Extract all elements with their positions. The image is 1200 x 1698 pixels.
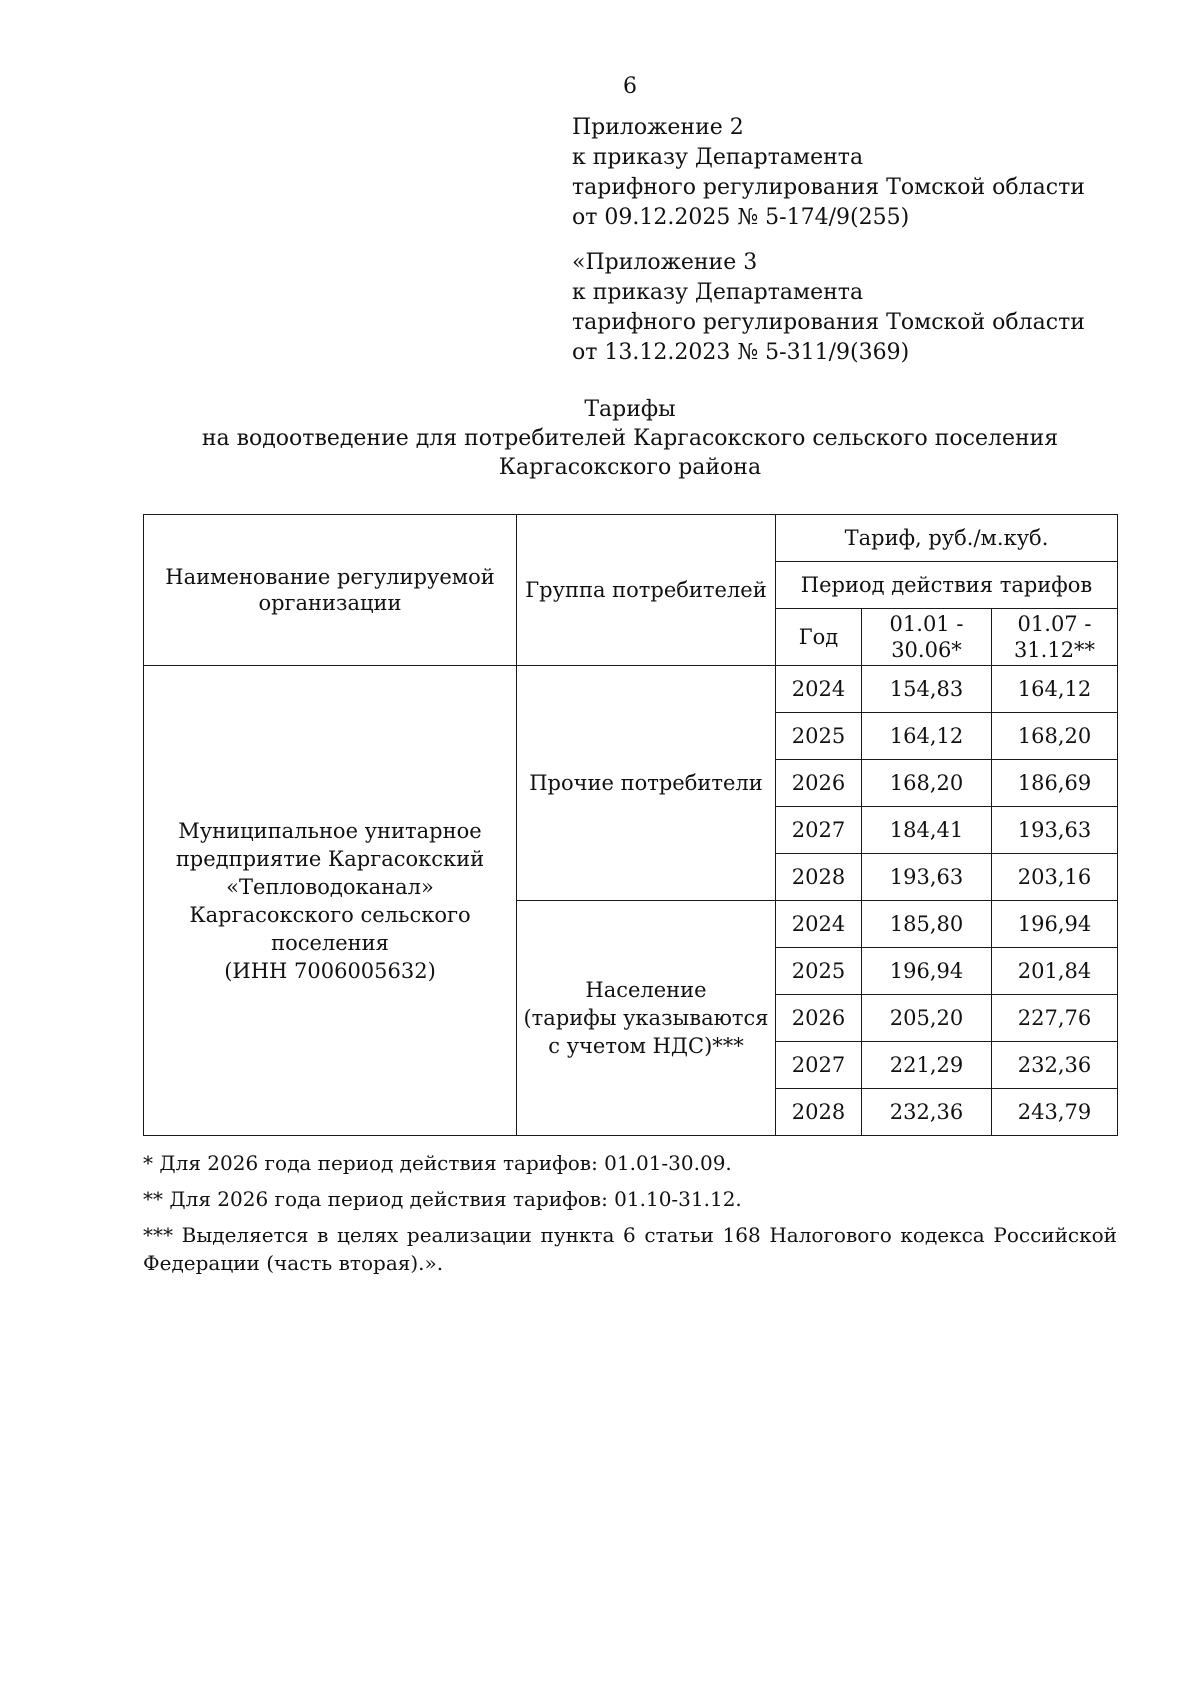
organization-name-cell [144, 666, 517, 1136]
header-first-half: 01.01 - 30.06* [862, 609, 992, 666]
group-line: Население [585, 978, 707, 1002]
tariff-cell: 193,63 [992, 807, 1118, 854]
appendix-line: Приложение 2 [572, 115, 744, 140]
title-line: Каргасокского района [498, 455, 762, 480]
year-cell: 2024 [776, 901, 862, 948]
header-year: Год [776, 609, 862, 666]
appendix-line: тарифного регулирования Томской области [572, 175, 1085, 200]
organization-line: (ИНН 7006005632) [224, 958, 436, 983]
tariff-cell: 196,94 [992, 901, 1118, 948]
tariff-cell: 193,63 [862, 854, 992, 901]
organization-line: Каргасокского сельского [189, 902, 471, 927]
footnote-1: * Для 2026 года период действия тарифов: 01.01-30.09. [143, 1151, 732, 1175]
appendix-line: тарифного регулирования Томской области [572, 310, 1085, 335]
appendix-line: от 09.12.2025 № 5-174/9(255) [572, 205, 910, 230]
tariff-cell: 196,94 [862, 948, 992, 995]
year-cell: 2027 [776, 1042, 862, 1089]
consumer-group-population [517, 901, 776, 1136]
tariff-cell: 186,69 [992, 760, 1118, 807]
header-consumer-group: Группа потребителей [517, 515, 776, 666]
year-cell: 2027 [776, 807, 862, 854]
footnote-2: ** Для 2026 года период действия тарифов: 01.10-31.12. [143, 1187, 742, 1211]
footnotes [143, 1149, 1117, 1285]
title-line: на водоотведение для потребителей Каргасокского сельского поселения [201, 426, 1059, 451]
page-number: 6 [623, 74, 637, 99]
tariff-cell: 232,36 [862, 1089, 992, 1136]
organization-line: Муниципальное унитарное [178, 818, 482, 843]
header-period: Период действия тарифов [776, 562, 1118, 609]
consumer-group-other [517, 666, 776, 901]
document-title [130, 395, 1130, 482]
appendix-reference-current [572, 113, 1085, 233]
tariff-cell: 185,80 [862, 901, 992, 948]
header-organization: Наименование регулируемой организации [144, 515, 517, 666]
appendix-line: «Приложение 3 [572, 250, 758, 275]
tariff-cell: 221,29 [862, 1042, 992, 1089]
tariff-cell: 203,16 [992, 854, 1118, 901]
header-second-half: 01.07 - 31.12** [992, 609, 1118, 666]
tariff-cell: 164,12 [992, 666, 1118, 713]
year-cell: 2025 [776, 713, 862, 760]
appendix-line: к приказу Департамента [572, 145, 864, 170]
tariff-cell: 164,12 [862, 713, 992, 760]
year-cell: 2026 [776, 995, 862, 1042]
organization-line: «Тепловодоканал» [226, 874, 434, 899]
tariff-cell: 227,76 [992, 995, 1118, 1042]
tariff-table [143, 514, 1118, 1136]
year-cell: 2025 [776, 948, 862, 995]
organization-line: предприятие Каргасокский [175, 846, 485, 871]
table-row [144, 666, 1118, 713]
appendix-line: к приказу Департамента [572, 280, 864, 305]
organization-line: поселения [271, 930, 389, 955]
tariff-cell: 205,20 [862, 995, 992, 1042]
tariff-cell: 184,41 [862, 807, 992, 854]
tariff-cell: 201,84 [992, 948, 1118, 995]
year-cell: 2028 [776, 1089, 862, 1136]
header-tariff: Тариф, руб./м.куб. [776, 515, 1118, 562]
tariff-cell: 168,20 [992, 713, 1118, 760]
group-line: (тарифы указываются [523, 1006, 769, 1030]
year-cell: 2028 [776, 854, 862, 901]
year-cell: 2024 [776, 666, 862, 713]
group-line: с учетом НДС)*** [548, 1034, 744, 1058]
group-line: Прочие потребители [529, 771, 763, 795]
tariff-cell: 168,20 [862, 760, 992, 807]
table-header-row [144, 515, 1118, 562]
appendix-line: от 13.12.2023 № 5-311/9(369) [572, 340, 910, 365]
footnote-3: *** Выделяется в целях реализации пункта 6 статьи 168 Налогового кодекса Российской Федерации (часть вторая).». [143, 1223, 1117, 1275]
appendix-reference-original [572, 248, 1085, 368]
tariff-cell: 232,36 [992, 1042, 1118, 1089]
year-cell: 2026 [776, 760, 862, 807]
tariff-cell: 154,83 [862, 666, 992, 713]
title-line: Тарифы [584, 397, 676, 422]
tariff-cell: 243,79 [992, 1089, 1118, 1136]
